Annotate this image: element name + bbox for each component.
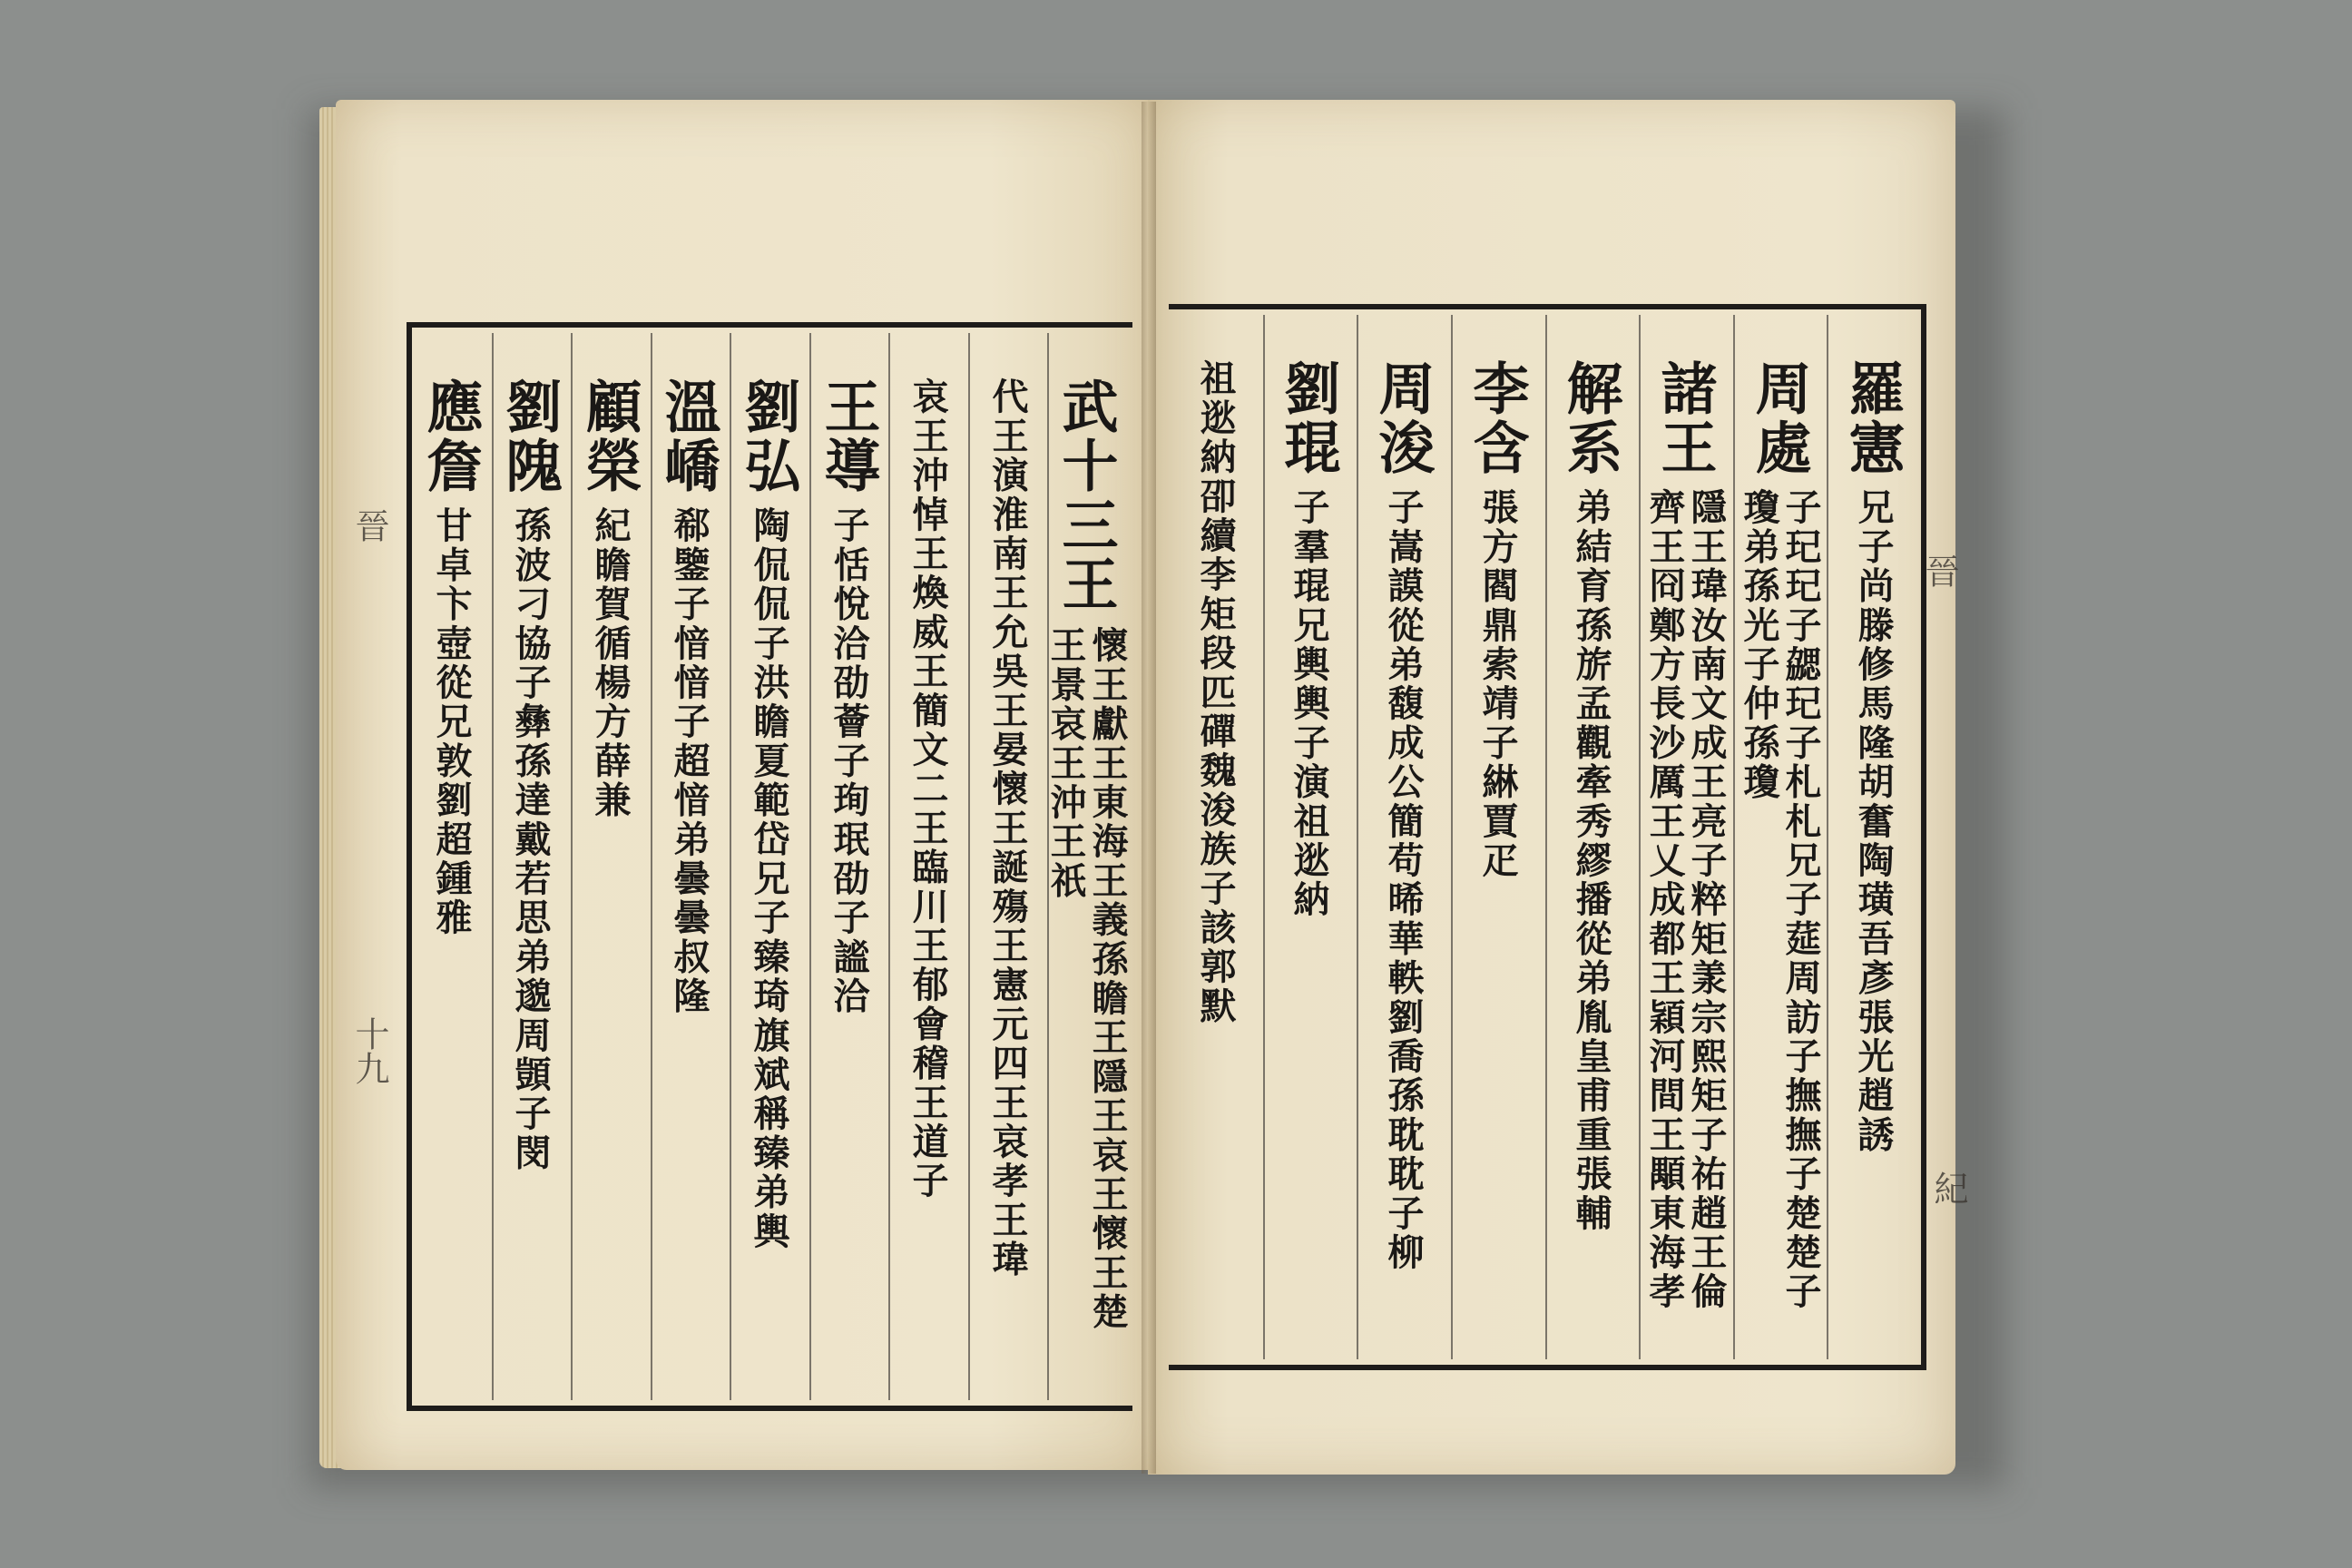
left-column-heading: 劉弘 xyxy=(735,377,801,496)
right-column-rule xyxy=(1733,315,1735,1359)
right-column-rule xyxy=(1639,315,1641,1359)
left-column-rule xyxy=(968,333,970,1400)
left-margin-title: 晉 xyxy=(349,508,389,543)
right-column-annotation: 隱王瑋汝南文成王亮子粹矩羕宗熙矩子祐趙王倫 xyxy=(1685,488,1728,1312)
left-column-heading: 武十三王 xyxy=(1053,377,1119,614)
right-column-rule xyxy=(1827,315,1828,1359)
right-column-rule xyxy=(1545,315,1547,1359)
right-column-heading: 劉琨 xyxy=(1275,359,1341,478)
right-column-annotation: 祖逖納卲續李矩段匹磾魏浚族子該郭默 xyxy=(1194,359,1237,1026)
left-column-rule xyxy=(651,333,652,1400)
left-column-annotation: 代王演淮南王允吳王晏懷王誕殤王憲元四王哀孝王瑋 xyxy=(986,377,1029,1279)
left-column-annotation: 子恬悅洽劭薈子珣珉劭子謐洽 xyxy=(828,506,870,1016)
left-column-annotation: 甘卓卞壺從兄敦劉超鍾雅 xyxy=(430,506,473,938)
left-column-heading: 顧榮 xyxy=(576,377,642,496)
right-margin-mark: 紀 xyxy=(1928,1171,1968,1205)
left-column-rule xyxy=(571,333,573,1400)
right-column-heading: 解系 xyxy=(1557,359,1623,478)
right-column-rule xyxy=(1263,315,1265,1359)
right-column-rule xyxy=(1451,315,1453,1359)
left-column-heading: 劉隗 xyxy=(496,377,563,496)
right-column-annotation: 弟結育孫旂孟觀牽秀繆播從弟胤皇甫重張輔 xyxy=(1570,488,1612,1233)
left-column-rule xyxy=(730,333,731,1400)
left-column-annotation: 孫波刁協子彝孫達戴若思弟邈周顗子閔 xyxy=(509,506,552,1173)
right-column-annotation: 兄子尚滕修馬隆胡奮陶璜吾彥張光趙誘 xyxy=(1852,488,1895,1155)
left-column-annotation: 懷王獻王東海王義孫瞻王隱王哀王懷王楚 xyxy=(1086,626,1129,1332)
left-column-annotation: 郗鑒子愔愔子超愔弟曇曇叔隆 xyxy=(668,506,710,1016)
right-margin-title: 晉 xyxy=(1919,554,1959,588)
left-column-rule xyxy=(888,333,890,1400)
right-column-annotation: 瓊弟孫光子仲孫瓊 xyxy=(1738,488,1780,802)
left-column-heading: 應詹 xyxy=(417,377,484,496)
left-column-annotation: 陶侃侃子洪瞻夏範岱兄子臻琦旗斌稱臻弟輿 xyxy=(748,506,790,1251)
right-column-heading: 諸王 xyxy=(1651,359,1718,478)
right-column-heading: 李含 xyxy=(1464,359,1530,478)
right-column-annotation: 子玘玘子勰玘子札札兄子莚周訪子撫撫子楚楚子 xyxy=(1779,488,1822,1312)
left-margin-page-number: 十九 xyxy=(349,1016,389,1085)
left-column-rule xyxy=(809,333,811,1400)
right-column-annotation: 齊王冏鄭方長沙厲王乂成都王穎河間王顒東海孝 xyxy=(1643,488,1686,1312)
right-column-annotation: 子羣琨兄輿輿子演祖逖納 xyxy=(1288,488,1330,920)
left-column-heading: 王導 xyxy=(815,377,881,496)
left-column-annotation: 紀瞻賀循楊方薛兼 xyxy=(589,506,632,820)
right-column-rule xyxy=(1357,315,1358,1359)
left-column-rule xyxy=(492,333,494,1400)
left-column-annotation: 哀王沖悼王煥威王簡文二王臨川王郁會稽王道子 xyxy=(906,377,949,1201)
left-column-annotation: 王景哀王沖王祇 xyxy=(1044,626,1087,901)
right-column-annotation: 張方閻鼎索靖子綝賈疋 xyxy=(1476,488,1519,880)
book-gutter xyxy=(1142,102,1156,1474)
right-column-annotation: 子嵩謨從弟馥成公簡苟晞華軼劉喬孫耽耽子柳 xyxy=(1382,488,1425,1272)
right-column-heading: 周浚 xyxy=(1369,359,1436,478)
right-column-heading: 周處 xyxy=(1746,359,1812,478)
right-column-heading: 羅憲 xyxy=(1839,359,1906,478)
left-column-heading: 溫嶠 xyxy=(655,377,721,496)
